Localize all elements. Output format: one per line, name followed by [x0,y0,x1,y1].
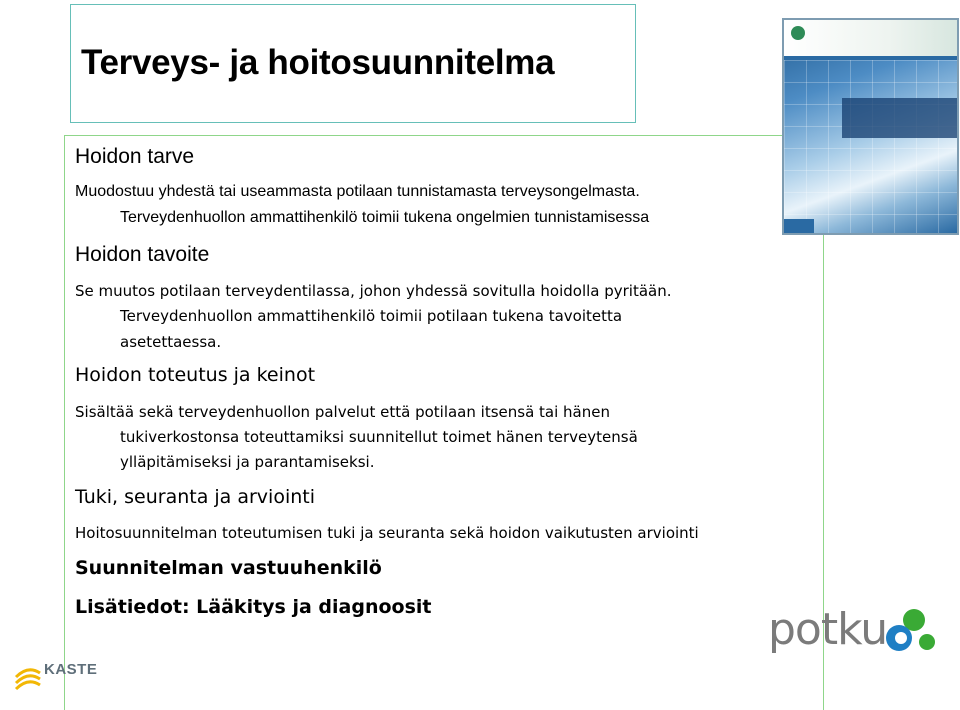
potku-logo-text: potku [768,604,888,655]
section-heading-implementation: Hoidon toteutus ja keinot [75,364,316,386]
kaste-logo-text: KASTE [44,661,98,678]
implementation-text-line-3: ylläpitämiseksi ja parantamiseksi. [120,453,375,471]
support-text-line-1: Hoitosuunnitelman toteutumisen tuki ja seuranta sekä hoidon vaikutusten arviointi [75,524,699,542]
need-text-line-1: Muodostuu yhdestä tai useammasta potilaan tunnistamasta terveysongelmasta. [75,183,640,200]
section-heading-need: Hoidon tarve [75,145,195,168]
section-heading-responsible: Suunnitelman vastuuhenkilö [75,557,382,579]
section-heading-support: Tuki, seuranta ja arviointi [75,486,315,508]
goal-text-line-2: Terveydenhuollon ammattihenkilö toimii potilaan tukena tavoitetta [120,307,623,325]
goal-text-line-1: Se muutos potilaan terveydentilassa, johon yhdessä sovitulla hoidolla pyritään. [75,282,672,300]
page-title: Terveys- ja hoitosuunnitelma [81,43,555,82]
cover-title-block [842,98,957,138]
implementation-text-line-2: tukiverkostonsa toteuttamiksi suunnitellut toimet hänen terveytensä [120,428,638,446]
goal-text-line-3: asetettaessa. [120,333,222,351]
cover-glass-pattern [784,60,957,233]
cover-footer-tab [784,219,814,233]
cover-logo-icon [791,26,805,40]
need-text-line-2: Terveydenhuollon ammattihenkilö toimii tukena ongelmien tunnistamisessa [120,209,650,226]
cover-header [784,20,957,56]
publication-cover-image [782,18,959,235]
cover-stripe [784,56,957,60]
section-heading-goal: Hoidon tavoite [75,243,210,266]
implementation-text-line-1: Sisältää sekä terveydenhuollon palvelut että potilaan itsensä tai hänen [75,403,610,421]
title-box [70,4,636,123]
section-heading-additional: Lisätiedot: Lääkitys ja diagnoosit [75,596,432,618]
